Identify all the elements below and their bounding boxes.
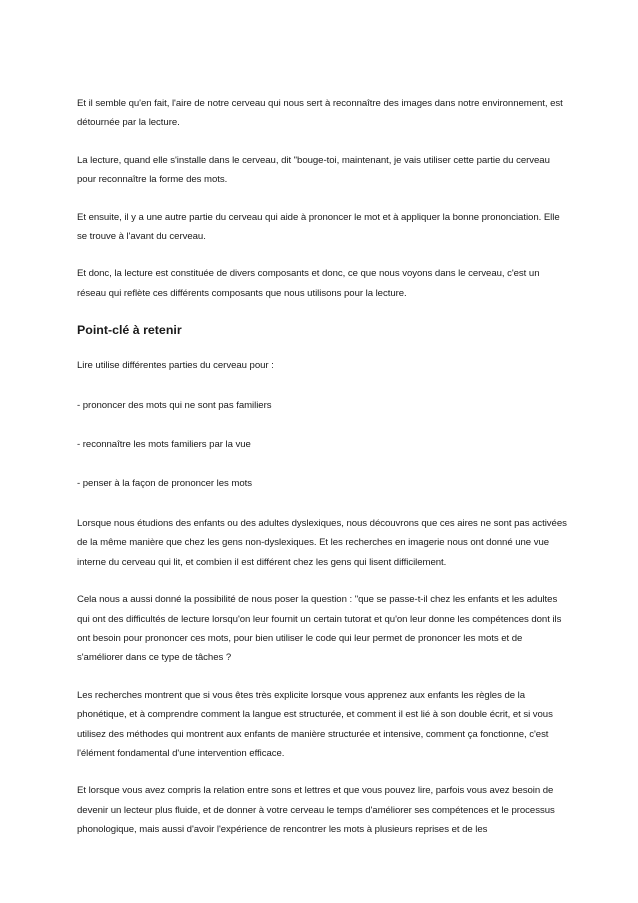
paragraph: Et lorsque vous avez compris la relation entre sons et lettres et que vous pouvez lire, parfois vous avez besoin de devenir un lecteur plus fluide, et de donner à votre cerveau le temps d'améliorer ses compétences et le processus phonologique, mais aussi d'avoir l'expérience de rencontrer les mots à plusieurs reprises et de les xyxy=(77,785,555,836)
key-point: - penser à la façon de prononcer les mots xyxy=(77,478,252,490)
paragraph: La lecture, quand elle s'installe dans le cerveau, dit "bouge-toi, maintenant, je vais utiliser cette partie du cerveau pour reconnaître la forme des mots. xyxy=(77,154,550,186)
paragraph: Et il semble qu'en fait, l'aire de notre cerveau qui nous sert à reconnaître des images dans notre environnement, est détournée par la lecture. xyxy=(77,98,563,129)
key-point: - prononcer des mots qui ne sont pas familiers xyxy=(77,399,272,411)
key-point: - reconnaître les mots familiers par la vue xyxy=(77,439,251,451)
paragraph: Et ensuite, il y a une autre partie du cerveau qui aide à prononcer le mot et à appliquer la bonne prononciation. Elle se trouve à l'avant du cerveau. xyxy=(77,211,560,243)
key-intro: Lire utilise différentes parties du cerveau pour : xyxy=(77,360,274,372)
paragraph: Et donc, la lecture est constituée de divers composants et donc, ce que nous voyons dans le cerveau, c'est un réseau qui reflète ces différents composants que nous utilisons pour la lecture. xyxy=(77,268,540,299)
paragraph: Lorsque nous étudions des enfants ou des adultes dyslexiques, nous découvrons que ces aires ne sont pas activées de la même manière que chez les gens non-dyslexiques. Et les recherches en imagerie nous ont donné une vue interne du cerveau qui lit, et combien il est différent chez les gens qui lisent difficilement. xyxy=(77,517,567,568)
paragraph: Les recherches montrent que si vous êtes très explicite lorsque vous apprenez aux enfants les règles de la phonétique, et à comprendre comment la langue est structurée, et comment il est lié à son double écrit, et si vous utilisez des méthodes qui montrent aux enfants de manière structurée et intensive, comment ça fonctionne, c'est l'élément fondamental d'une intervention efficace. xyxy=(77,689,553,759)
section-heading: Point-clé à retenir xyxy=(77,323,182,338)
document-body xyxy=(77,94,567,840)
paragraph: Cela nous a aussi donné la possibilité de nous poser la question : "que se passe-t-il chez les enfants et les adultes qui ont des difficultés de lecture lorsqu'on leur fournit un certain tutorat et qu'on leur donne les compétences dont ils ont besoin pour prononcer ces mots, pour bien utiliser le code qui leur permet de prononcer les mots et de s'améliorer dans ce type de tâches ? xyxy=(77,594,562,664)
